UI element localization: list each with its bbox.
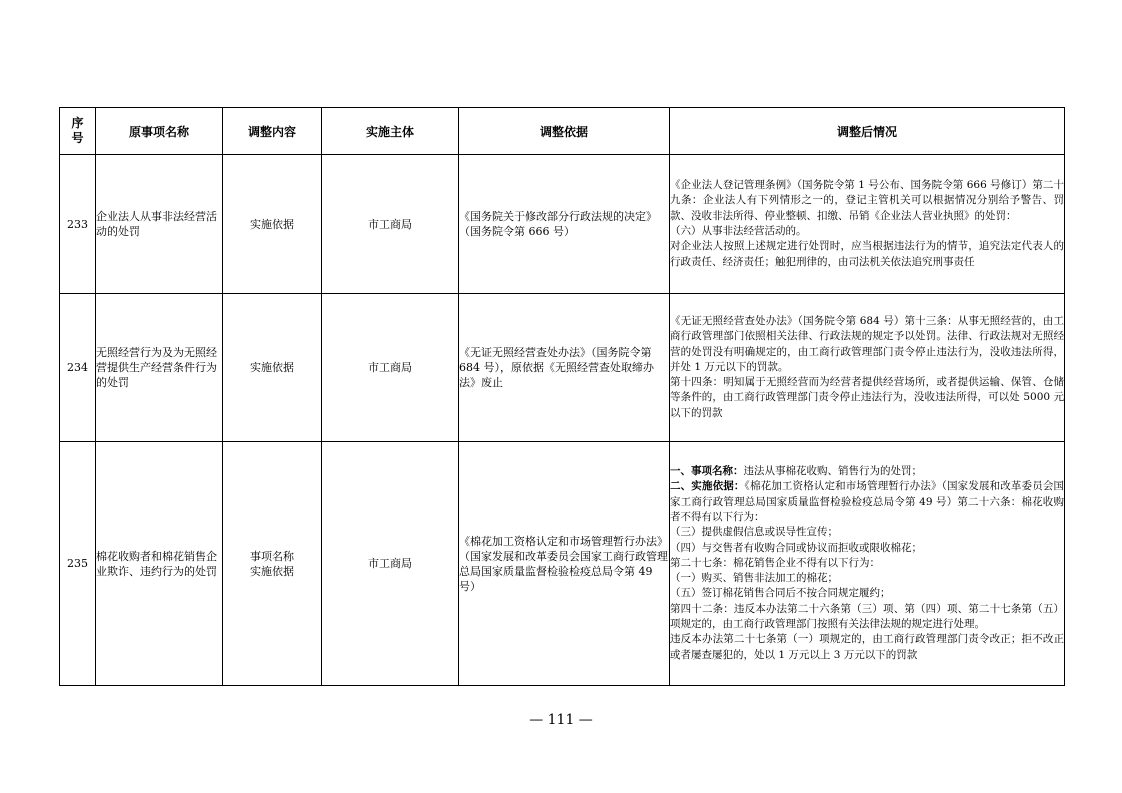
after-paragraph: （三）提供虚假信息或误导性宣传； bbox=[670, 526, 838, 539]
after-basis-label: 二、实施依据： bbox=[670, 480, 745, 493]
table-row bbox=[60, 294, 1065, 442]
after-paragraph: （五）签订棉花销售合同后不按合同规定履约； bbox=[670, 587, 891, 600]
table-row bbox=[60, 442, 1065, 686]
after-paragraph: 《企业法人登记管理条例》（国务院令第 1 号公布、国务院令第 666 号修订）第二十九条：企业法人有下列情形之一的，登记主管机关可以根据情况分别给予警告、罚款、没收非法所得、停业整顿、扣缴、吊销《企业法人营业执照》的处罚： bbox=[670, 179, 1064, 222]
header-seq-char-1: 序 bbox=[71, 116, 84, 130]
adjust-content: 实施依据 bbox=[223, 294, 322, 442]
table-row bbox=[60, 155, 1065, 294]
after-name-label: 一、事项名称： bbox=[670, 465, 744, 478]
adjusted-situation bbox=[670, 294, 1065, 442]
adjust-content-line: 事项名称 bbox=[250, 549, 294, 563]
after-paragraph: （一）购买、销售非法加工的棉花； bbox=[670, 572, 838, 585]
after-paragraph: 第四十二条：违反本办法第二十六条第（三）项、第（四）项、第二十七条第（五）项规定的，由工商行政管理部门按照有关法律法规的规定进行处理。 bbox=[670, 602, 1064, 631]
after-paragraph: 《无证无照经营查处办法》（国务院令第 684 号）第十三条：从事无照经营的，由工商行政管理部门依照相关法律、行政法规的规定予以处罚。法律、行政法规对无照经营的处罚没有明确规定的，由工商行政管理部门责令停止违法行为，没收违法所得，并处 1 万元以下的罚款。 bbox=[670, 314, 1064, 373]
after-basis-value: 《棉花加工资格认定和市场管理暂行办法》（国家发展和改革委员会国家工商行政管理总局国家质量监督检验检疫总局令第 49 号）第二十六条：棉花收购者不得有以下行为： bbox=[670, 480, 1065, 523]
item-name: 企业法人从事非法经营活动的处罚 bbox=[96, 155, 223, 294]
item-name: 无照经营行为及为无照经营提供生产经营条件行为的处罚 bbox=[96, 294, 223, 442]
header-basis: 调整依据 bbox=[459, 108, 670, 155]
after-paragraph: （六）从事非法经营活动的。 bbox=[670, 225, 807, 237]
adjust-basis: 《棉花加工资格认定和市场管理暂行办法》（国家发展和改革委员会国家工商行政管理总局国家质量监督检验检疫总局令第 49 号） bbox=[459, 442, 670, 686]
header-row bbox=[60, 108, 1065, 155]
row-number: 233 bbox=[60, 155, 96, 294]
header-after: 调整后情况 bbox=[670, 108, 1065, 155]
page-number: — 111 — bbox=[529, 712, 593, 728]
adjust-content bbox=[223, 442, 322, 686]
after-paragraph: （四）与交售者有收购合同或协议而拒收或限收棉花； bbox=[670, 541, 922, 554]
after-paragraph: 违反本办法第二十七条第（一）项规定的，由工商行政管理部门责令改正；拒不改正或者屡查屡犯的，处以 1 万元以上 3 万元以下的罚款 bbox=[670, 633, 1064, 661]
row-number: 235 bbox=[60, 442, 96, 686]
header-subject: 实施主体 bbox=[322, 108, 459, 155]
item-name: 棉花收购者和棉花销售企业欺诈、违约行为的处罚 bbox=[96, 442, 223, 686]
after-name-value: 违法从事棉花收购、销售行为的处罚； bbox=[743, 465, 922, 478]
after-paragraph: 第十四条：明知属于无照经营而为经营者提供经营场所，或者提供运输、保管、仓储等条件的，由工商行政管理部门责令停止违法行为，没收违法所得，可以处 5000 元以下的罚款 bbox=[670, 376, 1064, 419]
after-item-name-line bbox=[670, 464, 1064, 479]
adjust-content: 实施依据 bbox=[223, 155, 322, 294]
adjusted-situation bbox=[670, 155, 1065, 294]
adjust-basis: 《国务院关于修改部分行政法规的决定》（国务院令第 666 号） bbox=[459, 155, 670, 294]
implementing-subject: 市工商局 bbox=[322, 155, 459, 294]
implementing-subject: 市工商局 bbox=[322, 442, 459, 686]
regulation-table bbox=[59, 107, 1065, 686]
header-item-name: 原事项名称 bbox=[96, 108, 223, 155]
row-number: 234 bbox=[60, 294, 96, 442]
after-paragraph: 对企业法人按照上述规定进行处罚时，应当根据违法行为的情节，追究法定代表人的行政责任、经济责任；触犯刑律的，由司法机关依法追究刑事责任 bbox=[670, 240, 1064, 268]
header-seq bbox=[60, 108, 96, 155]
after-basis-line bbox=[670, 479, 1064, 525]
header-seq-char-2: 号 bbox=[71, 131, 84, 145]
header-adjust-content: 调整内容 bbox=[223, 108, 322, 155]
implementing-subject: 市工商局 bbox=[322, 294, 459, 442]
adjust-content-line: 实施依据 bbox=[250, 564, 294, 578]
adjust-basis: 《无证无照经营查处办法》（国务院令第 684 号），原依据《无照经营查处取缔办法》废止 bbox=[459, 294, 670, 442]
after-paragraph: 第二十七条：棉花销售企业不得有以下行为： bbox=[670, 556, 880, 569]
adjusted-situation bbox=[670, 442, 1065, 686]
